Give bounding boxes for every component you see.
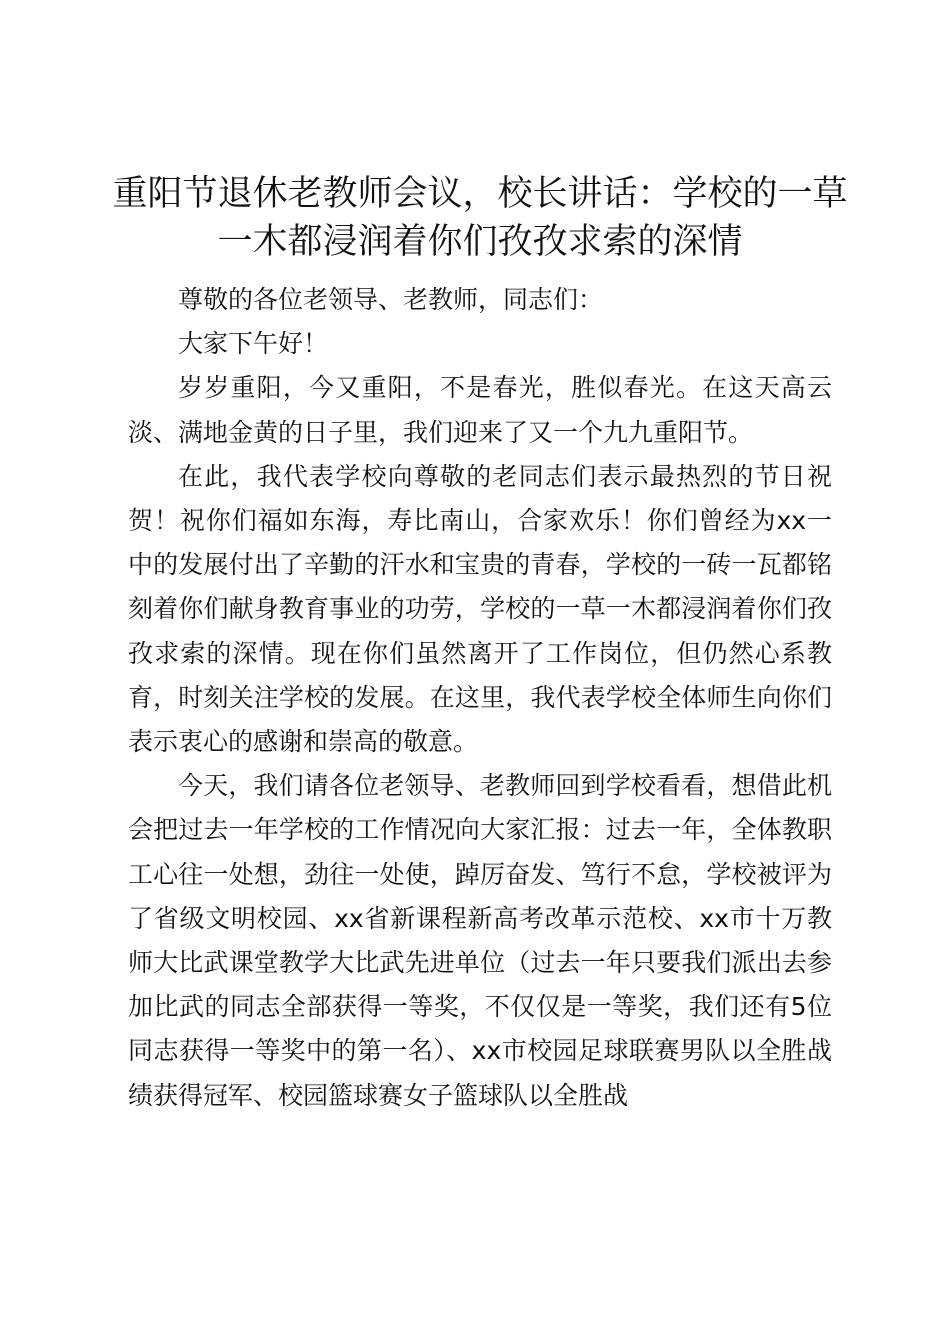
tribute-paragraph: 在此，我代表学校向尊敬的老同志们表示最热烈的节日祝贺！祝你们福如东海，寿比南山，合家欢乐！你们曾经为xx一中的发展付出了辛勤的汗水和宝贵的青春，学校的一砖一瓦都铭刻着你们献身教育事业的功劳，学校的一草一木都浸润着你们孜孜求索的深情。现在你们虽然离开了工作岗位，但仍然心系教育，时刻关注学校的发展。在这里，我代表学校全体师生向你们表示衷心的感谢和崇高的敬意。 — [128, 461, 832, 757]
opening-paragraph: 岁岁重阳，今又重阳，不是春光，胜似春光。在这天高云淡、满地金黄的日子里，我们迎来了又一个九九重阳节。 — [128, 373, 832, 447]
document-title: 重阳节退休老教师会议，校长讲话：学校的一草一木都浸润着你们孜孜求索的深情 — [112, 174, 848, 262]
document-body — [128, 278, 832, 1118]
report-paragraph: 今天，我们请各位老领导、老教师回到学校看看，想借此机会把过去一年学校的工作情况向大家汇报：过去一年，全体教职工心往一处想，劲往一处使，踔厉奋发、笃行不怠，学校被评为了省级文明校园、xx省新课程新高考改革示范校、xx市十万教师大比武课堂教学大比武先进单位（过去一年只要我们派出去参加比武的同志全部获得一等奖，不仅仅是一等奖，我们还有5位同志获得一等奖中的第一名）、xx市校园足球联赛男队以全胜战绩获得冠军、校园篮球赛女子篮球队以全胜战 — [128, 771, 832, 1110]
salutation-paragraph: 尊敬的各位老领导、老教师，同志们： — [178, 285, 604, 314]
greeting-paragraph: 大家下午好！ — [178, 329, 329, 359]
